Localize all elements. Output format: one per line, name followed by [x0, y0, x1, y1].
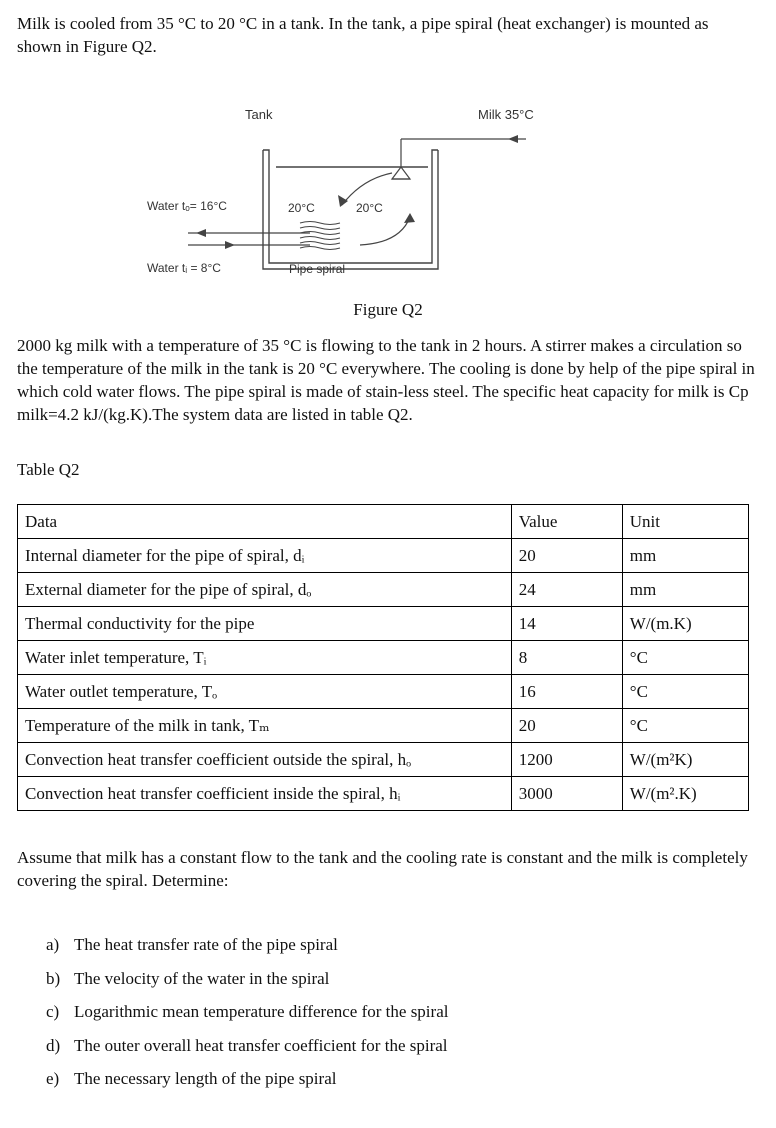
task-label: d) — [46, 1035, 61, 1055]
task-label: a) — [46, 935, 60, 954]
table-row — [18, 743, 749, 777]
task-label: e) — [46, 1069, 60, 1088]
table-row — [18, 709, 749, 743]
problem-intro: Milk is cooled from 35 °C to 20 °C in a tank. In the tank, a pipe spiral (heat exchanger) is mounted as shown in Figure Q2. — [17, 14, 709, 56]
list-item — [46, 933, 448, 967]
row-value: 1200 — [511, 743, 622, 777]
row-value: 24 — [511, 573, 622, 607]
task-list — [46, 933, 448, 1101]
table-row — [18, 675, 749, 709]
header-value: Value — [511, 505, 622, 539]
circulation-arrow-top-head — [338, 195, 348, 207]
pipe-spiral-label: Pipe spiral — [289, 262, 346, 276]
figure-q2-diagram — [0, 95, 776, 285]
list-item — [46, 1067, 448, 1101]
milk-inlet-pipe — [392, 139, 526, 179]
row-unit: °C — [622, 675, 748, 709]
row-value: 20 — [511, 709, 622, 743]
problem-description: 2000 kg milk with a temperature of 35 °C is flowing to the tank in 2 hours. A stirrer makes a circulation so the temperature of the milk in the tank is 20 °C everywhere. The cooling is done by help of the pipe spiral in which cold water flows. The pipe spiral is made of stain-less steel. The specific heat capacity for milk is Cp milk=4.2 kJ/(kg.K).The system data are listed in table Q2. — [17, 336, 755, 424]
task-text: The necessary length of the pipe spiral — [74, 1069, 337, 1088]
task-text: The heat transfer rate of the pipe spiral — [74, 935, 338, 954]
row-value: 20 — [511, 539, 622, 573]
circulation-arrow-bottom — [360, 217, 410, 245]
figure-caption: Figure Q2 — [353, 300, 423, 319]
row-label: Water outlet temperature, Tₒ — [18, 675, 512, 709]
row-value: 8 — [511, 641, 622, 675]
data-table — [17, 504, 749, 811]
task-text: Logarithmic mean temperature difference for the spiral — [74, 1002, 449, 1021]
table-label: Table Q2 — [17, 460, 80, 479]
table-row — [18, 641, 749, 675]
header-unit: Unit — [622, 505, 748, 539]
water-in-label: Water tᵢ = 8°C — [147, 261, 221, 275]
row-label: Thermal conductivity for the pipe — [18, 607, 512, 641]
header-data: Data — [18, 505, 512, 539]
row-unit: W/(m.K) — [622, 607, 748, 641]
task-text: The velocity of the water in the spiral — [74, 968, 330, 988]
table-header-row — [18, 505, 749, 539]
task-text: The outer overall heat transfer coefficient for the spiral — [74, 1035, 448, 1055]
row-value: 16 — [511, 675, 622, 709]
temp-right-label: 20°C — [356, 201, 383, 215]
table-row — [18, 573, 749, 607]
water-pipes — [188, 233, 310, 245]
water-inflow-arrow — [225, 241, 235, 249]
list-item — [46, 1000, 448, 1034]
row-unit: W/(m²K) — [622, 743, 748, 777]
row-label: Water inlet temperature, Tᵢ — [18, 641, 512, 675]
row-value: 14 — [511, 607, 622, 641]
row-unit: mm — [622, 539, 748, 573]
milk-inflow-arrow — [508, 135, 518, 143]
list-item — [46, 1034, 448, 1068]
table-row — [18, 777, 749, 811]
water-outflow-arrow — [196, 229, 206, 237]
row-unit: °C — [622, 709, 748, 743]
temp-left-label: 20°C — [288, 201, 315, 215]
row-unit: °C — [622, 641, 748, 675]
row-value: 3000 — [511, 777, 622, 811]
task-label: b) — [46, 968, 61, 988]
row-label: Internal diameter for the pipe of spiral, dᵢ — [18, 539, 512, 573]
row-label: External diameter for the pipe of spiral, dₒ — [18, 573, 512, 607]
water-out-label: Water tₒ= 16°C — [147, 199, 227, 213]
assumption-text: Assume that milk has a constant flow to the tank and the cooling rate is constant and the milk is completely covering the spiral. Determine: — [17, 848, 748, 890]
row-label: Convection heat transfer coefficient inside the spiral, hᵢ — [18, 777, 512, 811]
circulation-arrow-bottom-head — [404, 213, 415, 223]
milk-label: Milk 35°C — [478, 107, 534, 122]
row-unit: mm — [622, 573, 748, 607]
table-row — [18, 539, 749, 573]
row-unit: W/(m².K) — [622, 777, 748, 811]
row-label: Convection heat transfer coefficient outside the spiral, hₒ — [18, 743, 512, 777]
list-item — [46, 967, 448, 1001]
table-row — [18, 607, 749, 641]
task-label: c) — [46, 1002, 60, 1021]
row-label: Temperature of the milk in tank, Tₘ — [18, 709, 512, 743]
tank-label: Tank — [245, 107, 273, 122]
